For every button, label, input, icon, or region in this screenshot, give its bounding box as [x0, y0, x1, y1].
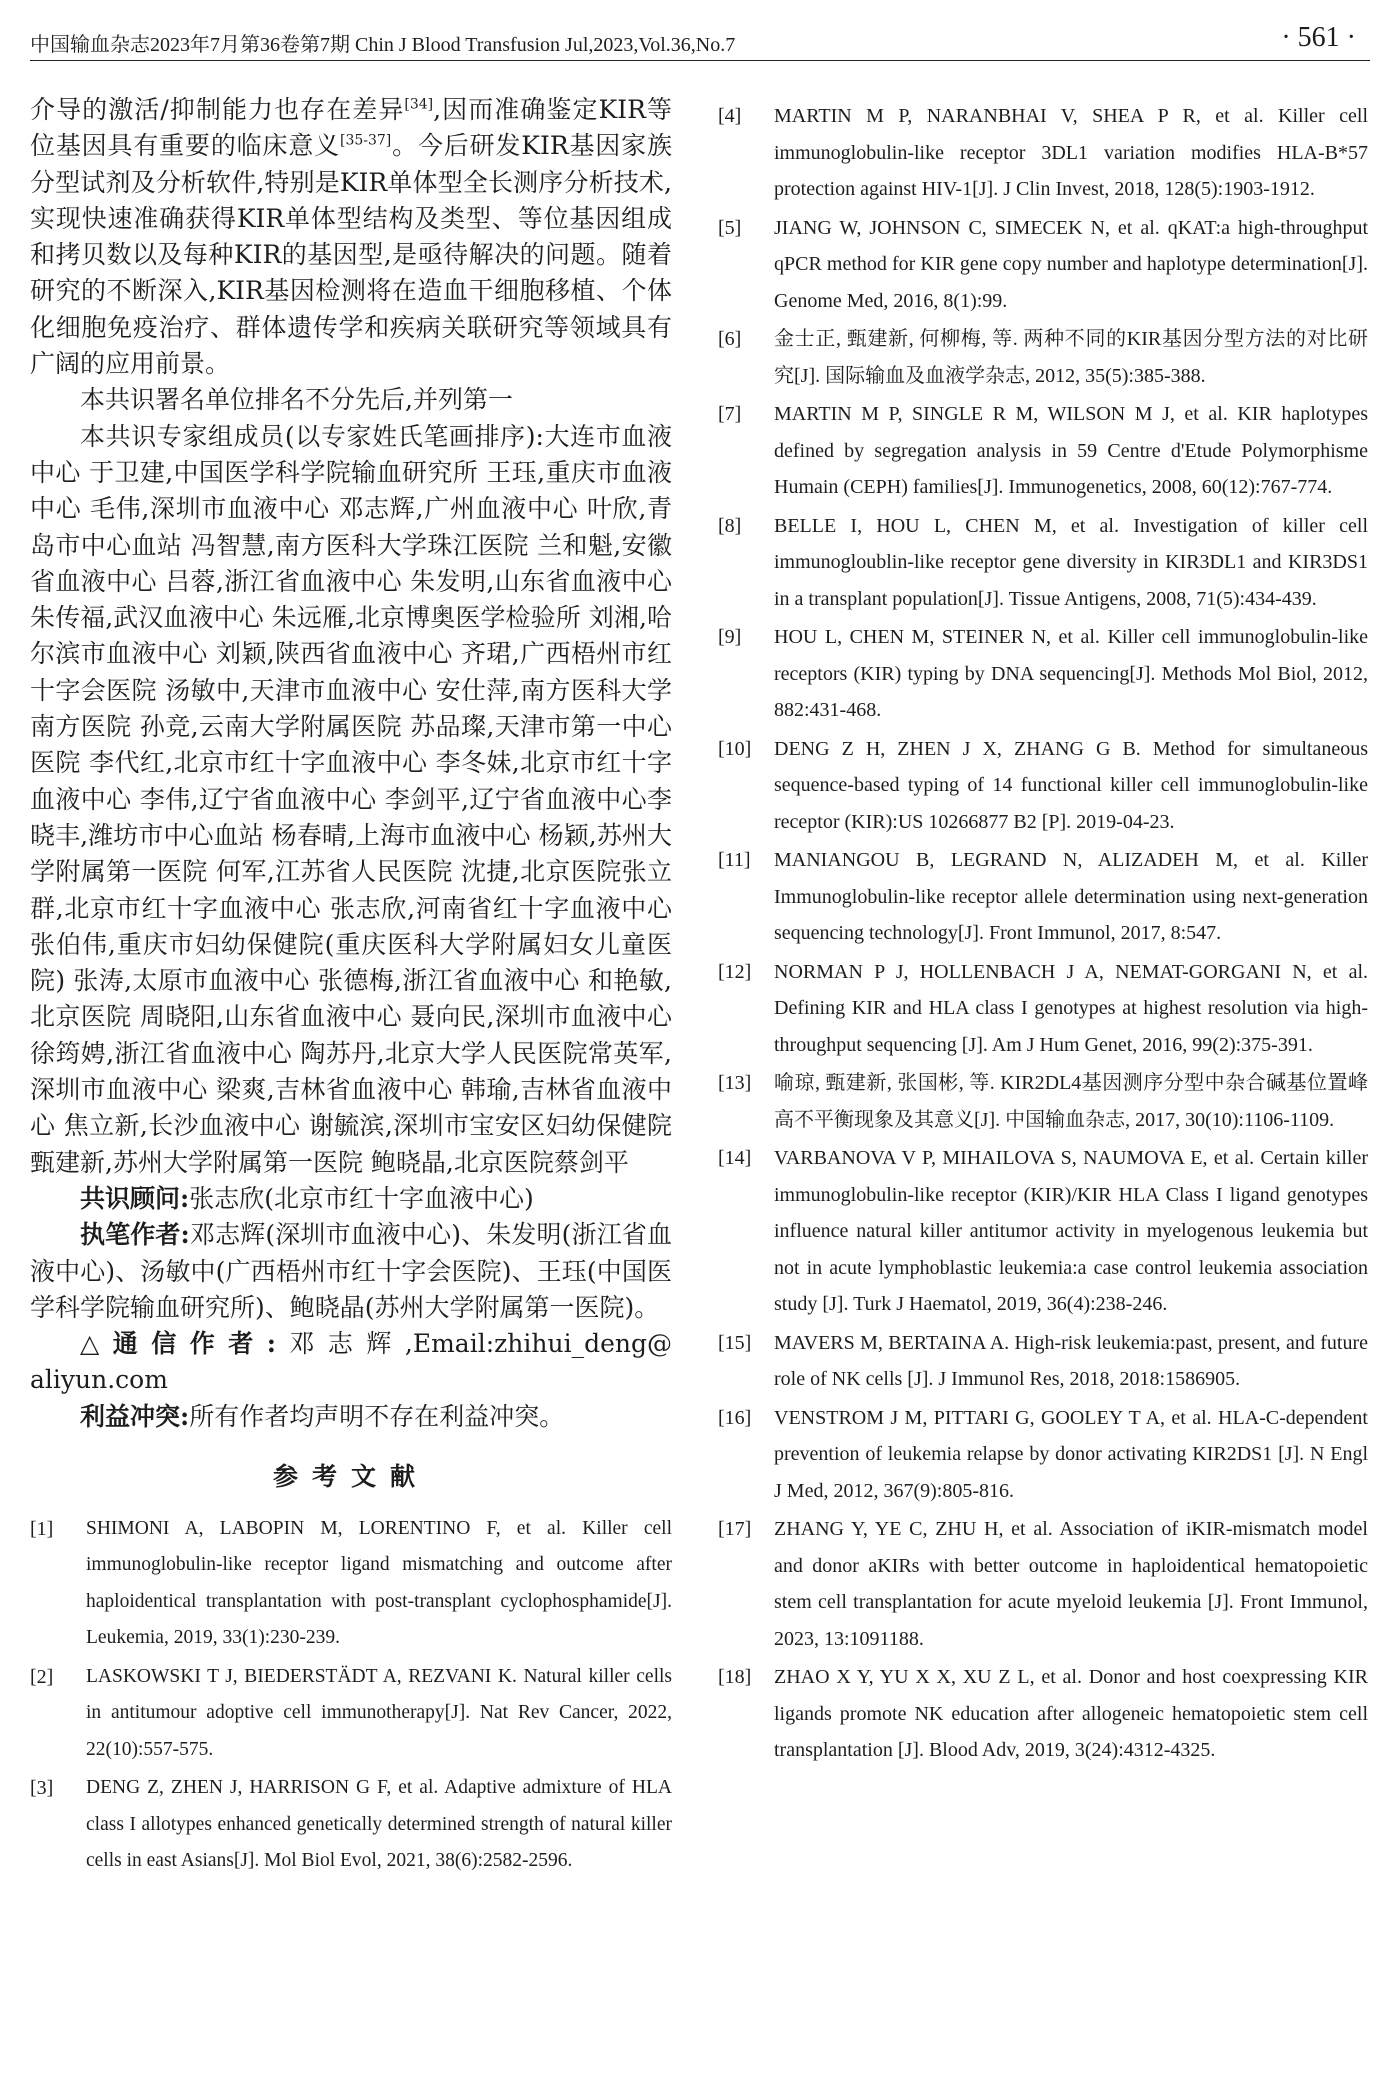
reference-text: VARBANOVA V P, MIHAILOVA S, NAUMOVA E, et al. Certain killer immunoglobulin-like receptor (KIR)/KIR HLA Class I ligand genotypes influence natural killer antitumor activity in myelogenous leukemia but not in acute lymphoblastic leukemia:a case control leukemia association study [J]. Turk J Haematol, 2019, 36(4):238-246. [774, 1147, 1368, 1315]
reference-number: [13] [718, 1072, 752, 1094]
reference-item [718, 396, 1368, 506]
corresponding-author: △通信作者:邓志辉,Email:zhihui_deng@ aliyun.com [30, 1329, 672, 1395]
journal-running-title: 中国输血杂志2023年7月第36卷第7期 Chin J Blood Transfusion Jul,2023,Vol.36,No.7 [30, 34, 736, 56]
reference-item [718, 954, 1368, 1064]
reference-item [718, 210, 1368, 320]
reference-number: [5] [718, 216, 742, 239]
reference-item [30, 1770, 672, 1880]
reference-list-left [30, 1511, 672, 1880]
reference-number: [16] [718, 1406, 752, 1429]
reference-text: HOU L, CHEN M, STEINER N, et al. Killer cell immunoglobulin-like receptors (KIR) typing by DNA sequencing[J]. Methods Mol Biol, 2012, 882:431-468. [774, 626, 1368, 721]
reference-number: [8] [718, 514, 742, 537]
reference-number: [1] [30, 1517, 54, 1540]
expert-panel-list: 本共识专家组成员(以专家姓氏笔画排序):大连市血液中心 于卫建,中国医学科学院输血研究所 王珏,重庆市血液中心 毛伟,深圳市血液中心 邓志辉,广州血液中心 叶欣,青岛市中心血站 冯智慧,南方医科大学珠江医院 兰和魁,安徽省血液中心 吕蓉,浙江省血液中心 朱发明,山东省血液中心朱传福,武汉血液中心 朱远雁,北京博奥医学检验所 刘湘,哈尔滨市血液中心 刘颖,陕西省血液中心 齐珺,广西梧州市红十字会医院 汤敏中,天津市血液中心 安仕萍,南方医科大学南方医院 孙竞,云南大学附属医院 苏品璨,天津市第一中心医院 李代红,北京市红十字血液中心 李冬妹,北京市红十字血液中心 李伟,辽宁省血液中心 李剑平,辽宁省血液中心李晓丰,潍坊市中心血站 杨春晴,上海市血液中心 杨颖,苏州大学附属第一医院 何军,江苏省人民医院 沈捷,北京医院张立群,北京市红十字血液中心 张志欣,河南省红十字血液中心 张伯伟,重庆市妇幼保健院(重庆医科大学附属妇女儿童医院) 张涛,太原市血液中心 张德梅,浙江省血液中心 和艳敏,北京医院 周晓阳,山东省血液中心 聂向民,深圳市血液中心 徐筠娉,浙江省血液中心 陶苏丹,北京大学人民医院常英军,深圳市血液中心 梁爽,吉林省血液中心 韩瑜,吉林省血液中心 焦立新,长沙血液中心 谢毓滨,深圳市宝安区妇幼保健院 甄建新,苏州大学附属第一医院 鲍晓晶,北京医院蔡剑平 [30, 421, 672, 1177]
references-heading: 参考文献 [272, 1461, 429, 1491]
citation-35-37[interactable]: [35-37] [339, 132, 392, 149]
reference-text: MARTIN M P, SINGLE R M, WILSON M J, et al. KIR haplotypes defined by segregation analysis in 59 Centre d'Etude Polymorphisme Humain (CEPH) families[J]. Immunogenetics, 2008, 60(12):767-774. [774, 403, 1368, 498]
reference-list-right [718, 98, 1368, 1769]
reference-item [718, 731, 1368, 841]
reference-number: [10] [718, 737, 752, 760]
reference-text: JIANG W, JOHNSON C, SIMECEK N, et al. qKAT:a high-throughput qPCR method for KIR gene copy number and haplotype determination[J]. Genome Med, 2016, 8(1):99. [774, 216, 1368, 312]
left-column [30, 92, 672, 1882]
reference-text: MARTIN M P, NARANBHAI V, SHEA P R, et al. Killer cell immunoglobulin-like receptor 3DL1 variation modifies HLA-B*57 protection against HIV-1[J]. J Clin Invest, 2018, 128(5):1903-1912. [774, 105, 1368, 200]
reference-item [718, 1511, 1368, 1657]
intro-paragraph: 介导的激活/抑制能力也存在差异[34],因而准确鉴定KIR等位基因具有重要的临床意义[35-37]。今后研发KIR基因家族分型试剂及分析软件,特别是KIR单体型全长测序分析技术,实现快速准确获得KIR单体型结构及类型、等位基因组成和拷贝数以及每种KIR的基因型,是亟待解决的问题。随着研究的不断深入,KIR基因检测将在造血干细胞移植、个体化细胞免疫治疗、群体遗传学和疾病关联研究等领域具有广阔的应用前景。 [30, 95, 672, 379]
reference-text: DENG Z H, ZHEN J X, ZHANG G B. Method for simultaneous sequence-based typing of 14 functional killer cell immunoglobulin-like receptor (KIR):US 10266877 B2 [P]. 2019-04-23. [774, 737, 1368, 833]
reference-number: [18] [718, 1666, 752, 1688]
reference-number: [17] [718, 1518, 752, 1540]
reference-number: [9] [718, 626, 742, 648]
reference-number: [12] [718, 960, 752, 983]
reference-number: [4] [718, 105, 742, 127]
reference-number: [7] [718, 403, 742, 425]
reference-text: ZHANG Y, YE C, ZHU H, et al. Association of iKIR-mismatch model and donor aKIRs with better outcome in haploidentical hematopoietic stem cell transplantation for acute myeloid leukemia [J]. Front Immunol, 2023, 13:1091188. [774, 1518, 1368, 1650]
reference-text: MANIANGOU B, LEGRAND N, ALIZADEH M, et al. Killer Immunoglobulin-like receptor allele determination using next-generation sequencing technology[J]. Front Immunol, 2017, 8:547. [774, 849, 1368, 944]
reference-number: [11] [718, 849, 751, 871]
reference-item [718, 1659, 1368, 1769]
page-number: · 561 · [1281, 22, 1356, 53]
reference-item [718, 321, 1368, 394]
reference-text: LASKOWSKI T J, BIEDERSTÄDT A, REZVANI K. Natural killer cells in antitumour adoptive cell immunotherapy[J]. Nat Rev Cancer, 2022, 22(10):557-575. [86, 1665, 672, 1760]
reference-item [718, 508, 1368, 618]
reference-number: [14] [718, 1147, 752, 1169]
reference-number: [2] [30, 1665, 54, 1688]
reference-item [718, 1065, 1368, 1138]
ranking-statement: 本共识署名单位排名不分先后,并列第一 [80, 385, 513, 415]
reference-text: BELLE I, HOU L, CHEN M, et al. Investigation of killer cell immunogloublin-like receptor gene diversity in KIR3DL1 and KIR3DS1 in a transplant population[J]. Tissue Antigens, 2008, 71(5):434-439. [774, 514, 1368, 610]
consensus-advisor: 共识顾问:张志欣(北京市红十字血液中心) [80, 1183, 534, 1213]
reference-item [718, 98, 1368, 208]
reference-item [718, 619, 1368, 729]
reference-text: NORMAN P J, HOLLENBACH J A, NEMAT-GORGANI N, et al. Defining KIR and HLA class I genotypes at highest resolution via high-throughput sequencing [J]. Am J Hum Genet, 2016, 99(2):375-391. [774, 960, 1368, 1056]
reference-item [718, 842, 1368, 952]
reference-text: 金士正, 甄建新, 何柳梅, 等. 两种不同的KIR基因分型方法的对比研究[J]. 国际输血及血液学杂志, 2012, 35(5):385-388. [774, 328, 1368, 387]
reference-text: DENG Z, ZHEN J, HARRISON G F, et al. Adaptive admixture of HLA class I allotypes enhanced genetically determined strength of natural killer cells in east Asians[J]. Mol Biol Evol, 2021, 38(6):2582-2596. [86, 1777, 672, 1872]
running-header [30, 22, 1370, 61]
reference-text: MAVERS M, BERTAINA A. High-risk leukemia:past, present, and future role of NK cells [J]. J Immunol Res, 2018, 2018:1586905. [774, 1331, 1368, 1390]
reference-item [718, 1140, 1368, 1323]
reference-item [30, 1659, 672, 1769]
reference-item [718, 1400, 1368, 1510]
reference-text: 喻琼, 甄建新, 张国彬, 等. KIR2DL4基因测序分型中杂合碱基位置峰高不平衡现象及其意义[J]. 中国输血杂志, 2017, 30(10):1106-1109. [774, 1072, 1368, 1131]
reference-text: VENSTROM J M, PITTARI G, GOOLEY T A, et al. HLA-C-dependent prevention of leukemia relapse by donor activating KIR2DS1 [J]. N Engl J Med, 2012, 367(9):805-816. [774, 1406, 1368, 1502]
citation-34[interactable]: [34] [404, 96, 434, 113]
reference-item [30, 1511, 672, 1657]
reference-text: SHIMONI A, LABOPIN M, LORENTINO F, et al. Killer cell immunoglobulin-like receptor ligand mismatching and outcome after haploidentical transplantation with post-transplant cyclophosphamide[J]. Leukemia, 2019, 33(1):230-239. [86, 1517, 672, 1649]
writing-authors: 执笔作者:邓志辉(深圳市血液中心)、朱发明(浙江省血液中心)、汤敏中(广西梧州市红十字会医院)、王珏(中国医学科学院输血研究所)、鲍晓晶(苏州大学附属第一医院)。 [30, 1220, 672, 1322]
right-column [718, 98, 1368, 1771]
reference-text: ZHAO X Y, YU X X, XU Z L, et al. Donor and host coexpressing KIR ligands promote NK education after allogeneic hematopoietic stem cell transplantation [J]. Blood Adv, 2019, 3(24):4312-4325. [774, 1666, 1368, 1761]
reference-item [718, 1325, 1368, 1398]
reference-number: [15] [718, 1331, 752, 1354]
conflict-of-interest: 利益冲突:所有作者均声明不存在利益冲突。 [80, 1401, 565, 1431]
reference-number: [3] [30, 1777, 54, 1800]
reference-number: [6] [718, 328, 742, 350]
